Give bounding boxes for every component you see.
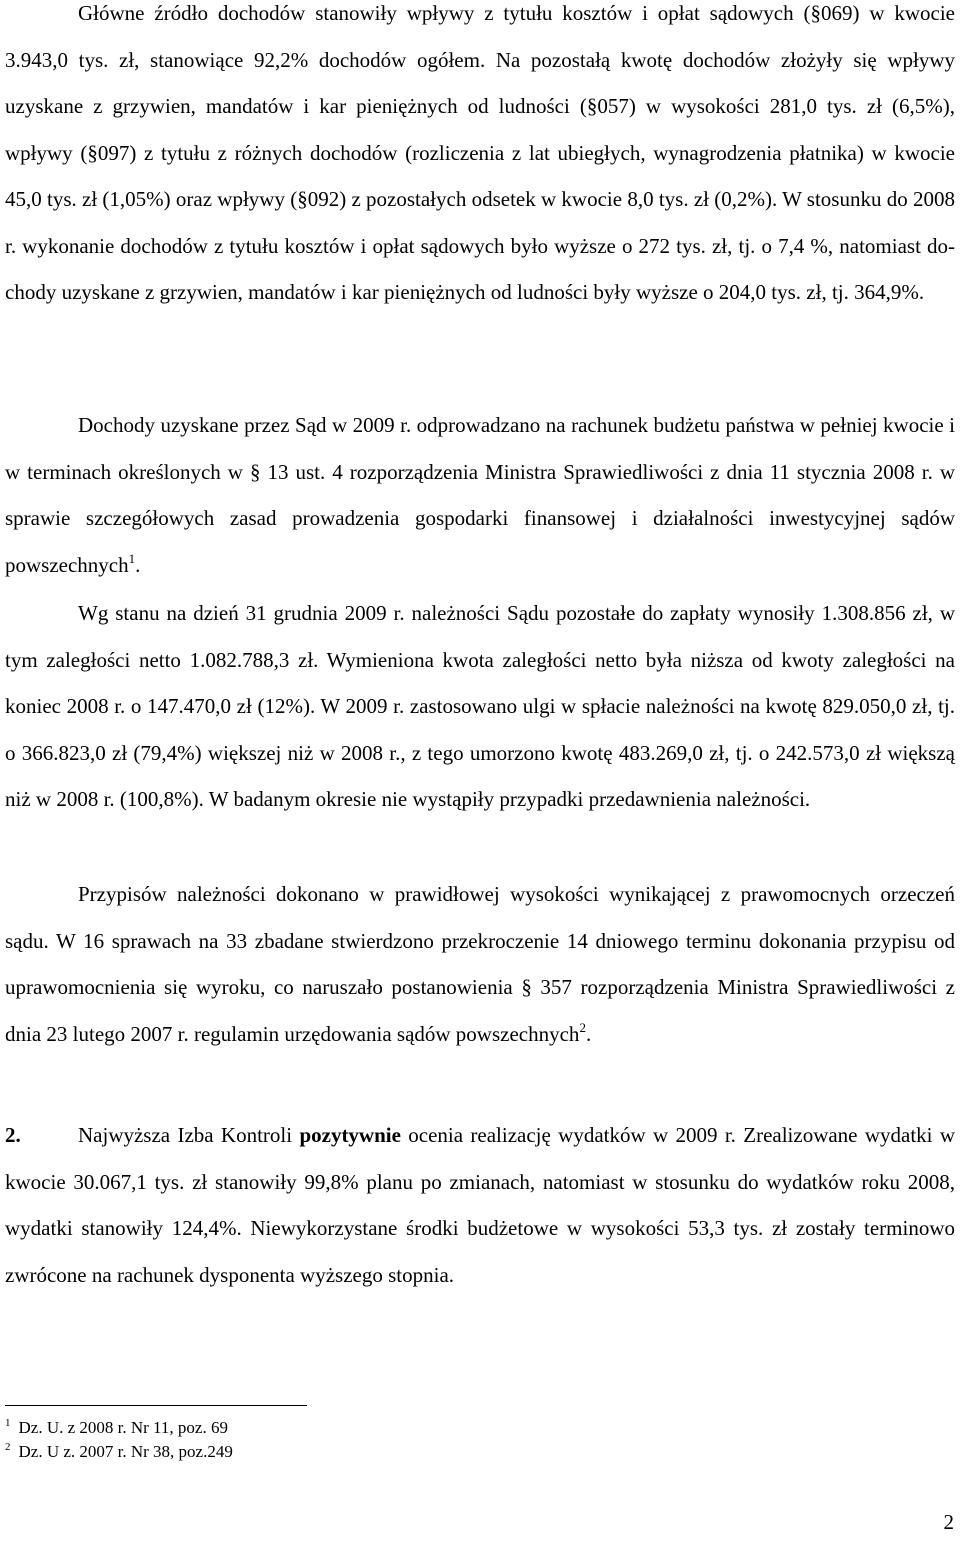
- paragraph-entries: [5, 871, 955, 1057]
- footnote-number: 2: [5, 1441, 11, 1453]
- footnote-reference: 1: [128, 550, 136, 566]
- footnote-number: 1: [5, 1417, 11, 1429]
- paragraph-text: ocenia realizację wydatków w 2009 r. Zrealizowane wydatki w kwocie 30.067,1 tys. zł stanowiły 99,8% planu po zmianach, natomiast w stosunku do wydatków roku 2008, wydatki stanowiły 124,4%. Niewykorzystane środki budżetowe w wysokości 53,3 tys. zł zostały terminowo zwrócone na rachunek dysponenta wyższego stopnia.: [5, 1123, 955, 1287]
- page-number: 2: [943, 1510, 954, 1534]
- paragraph-income-sources: Główne źródło dochodów stanowiły wpływy z tytułu kosztów i opłat sądowych (§069) w kwocie 3.943,0 tys. zł, stanowiące 92,2% dochodów ogółem. Na pozostałą kwotę dochodów złożyły się wpływy uzyskane z grzywien, mandatów i kar pieniężnych od ludności (§057) w wysokości 281,0 tys. zł (6,5%), wpływy (§097) z tytułu z różnych dochodów (rozliczenia z lat ubiegłych, wynagrodzenia płatnika) w kwocie 45,0 tys. zł (1,05%) oraz wpływy (§092) z pozostałych odsetek w kwocie 8,0 tys. zł (0,2%). W stosunku do 2008 r. wykonanie dochodów z tytułu kosztów i opłat sądowych było wyższe o 272 tys. zł, tj. o 7,4 %, natomiast dochody uzyskane z grzywien, mandatów i kar pieniężnych od ludności były wyższe o 204,0 tys. zł, tj. 364,9%.: [5, 1, 955, 304]
- footnote-reference: 2: [579, 1019, 586, 1035]
- paragraph-income-transfer: [5, 402, 955, 588]
- paragraph-end: .: [135, 552, 141, 577]
- footnote-item: [5, 1440, 233, 1464]
- paragraph-text: Dochody uzyskane przez Sąd w 2009 r. odprowadzano na rachunek budżetu państwa w pełniej kwocie i w terminach określonych w § 13 ust. 4 rozporządzenia Ministra Sprawiedliwości z dnia 11 stycznia 2008 r. w sprawie szczegółowych zasad prowadzenia gospodarki finansowej i działalności inwestycyjnej sądów powszechnych: [5, 413, 955, 577]
- paragraph-text: Najwyższa Izba Kontroli: [78, 1123, 300, 1147]
- paragraph-end: .: [585, 1021, 592, 1046]
- paragraph-expenditure: [5, 1112, 955, 1298]
- section-number: 2.: [5, 1123, 21, 1147]
- footnote-text: Dz. U. z 2008 r. Nr 11, poz. 69: [18, 1418, 228, 1437]
- footnote-text: Dz. U z. 2007 r. Nr 38, poz.249: [18, 1442, 233, 1461]
- footnotes: [5, 1416, 233, 1464]
- emphasis-positive: pozytywnie: [299, 1123, 401, 1147]
- footnote-item: [5, 1416, 233, 1440]
- paragraph-text: Przypisów należności dokonano w prawidłowej wysokości wynikającej z prawomocnych orzeczeń sądu. W 16 sprawach na 33 zbadane stwierdzono przekroczenie 14 dniowego terminu dokonania przypisu od uprawomocnienia się wyroku, co naruszało postanowienia § 357 rozporządzenia Ministra Sprawiedliwości z dnia 23 lutego 2007 r. regulamin urzędowania sądów powszechnych: [5, 882, 955, 1046]
- footnote-separator: [5, 1405, 307, 1406]
- paragraph-receivables: Wg stanu na dzień 31 grudnia 2009 r. należności Sądu pozostałe do zapłaty wynosiły 1.308.856 zł, w tym zaległości netto 1.082.788,3 zł. Wymieniona kwota zaległości netto była niższa od kwoty zaległości na koniec 2008 r. o 147.470,0 zł (12%). W 2009 r. zastosowano ulgi w spłacie należności na kwotę 829.050,0 zł, tj. o 366.823,0 zł (79,4%) większej niż w 2008 r., z tego umorzono kwotę 483.269,0 zł, tj. o 242.573,0 zł większą niż w 2008 r. (100,8%). W badanym okresie nie wystąpiły przypadki przedawnienia należności.: [5, 601, 955, 811]
